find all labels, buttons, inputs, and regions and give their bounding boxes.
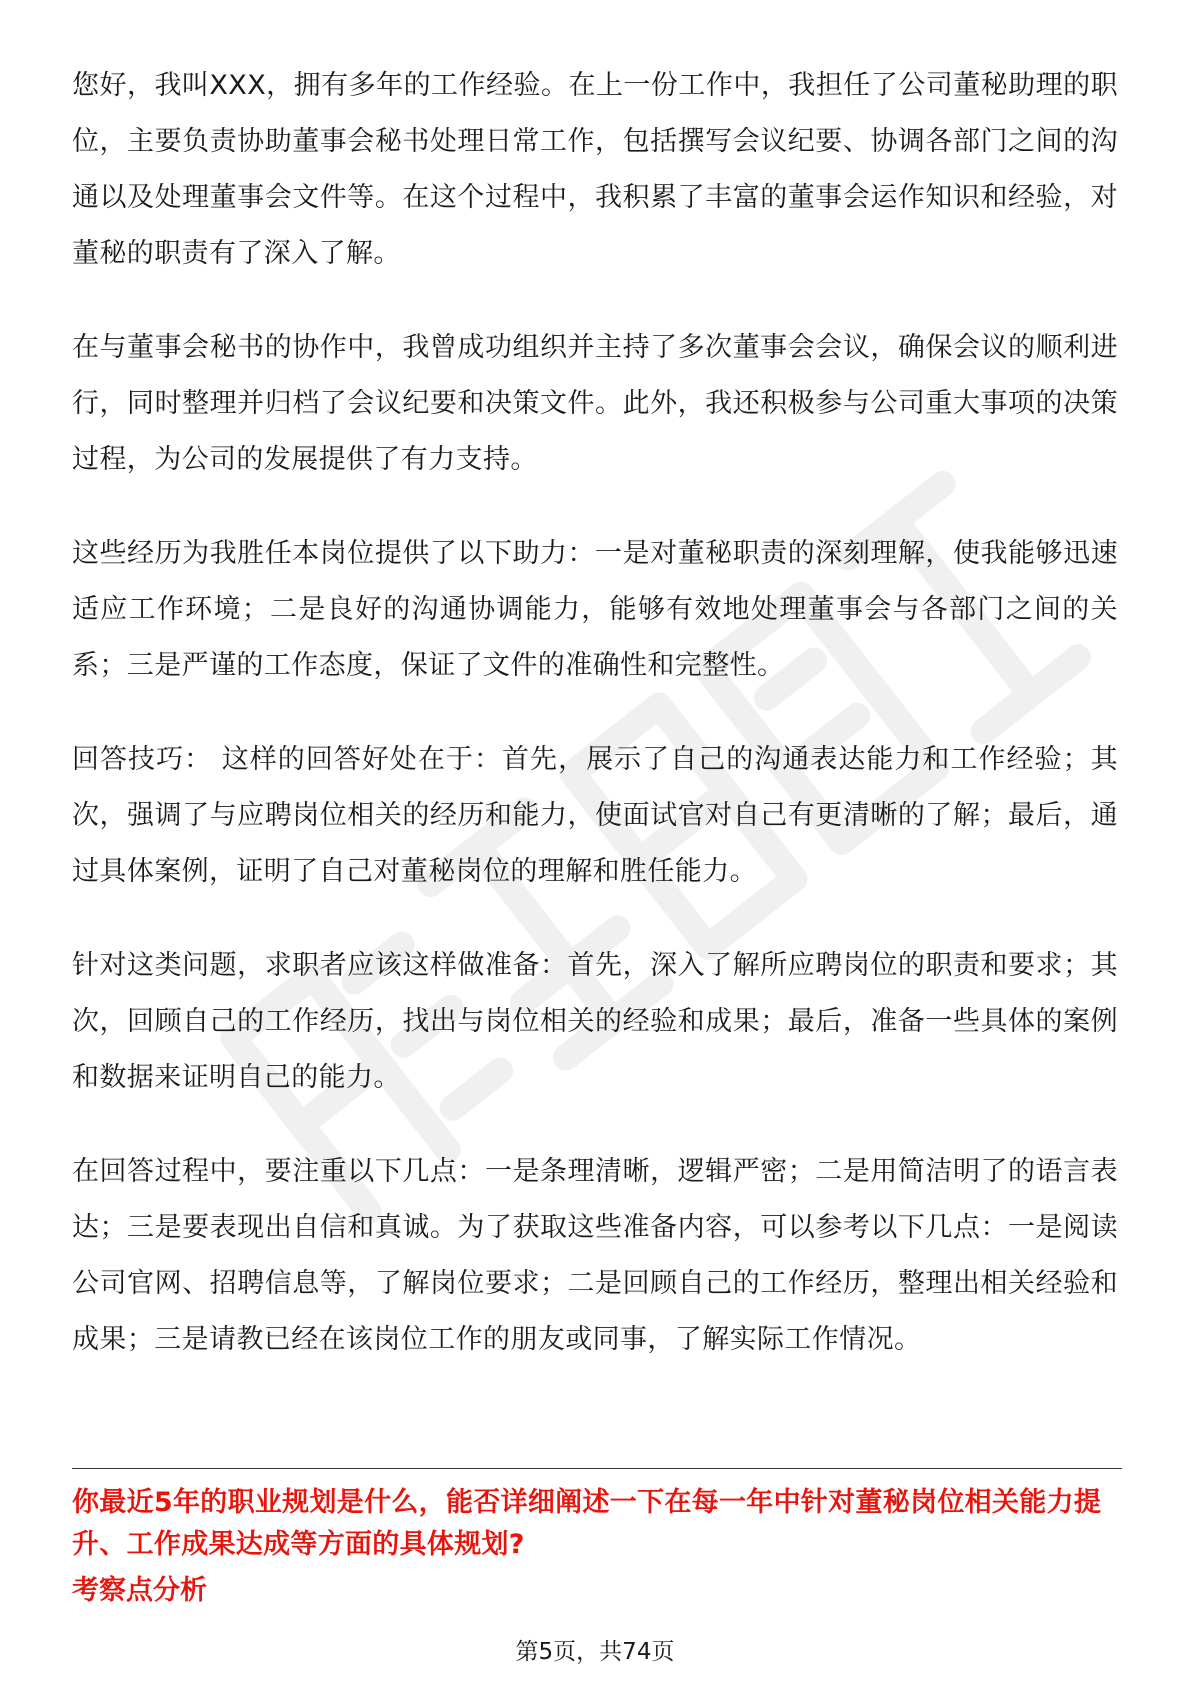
document-body (72, 58, 1118, 1406)
page-number-footer: 第5页，共74页 (515, 1639, 675, 1665)
section-label-analysis: 考察点分析 (72, 1575, 207, 1606)
body-paragraph-4: 回答技巧： 这样的回答好处在于：首先，展示了自己的沟通表达能力和工作经验；其次，强调了与应聘岗位相关的经历和能力，使面试官对自己有更清晰的了解；最后，通过具体案例，证明了自己对董秘岗位的理解和胜任能力。 (72, 744, 1118, 887)
body-paragraph-3: 这些经历为我胜任本岗位提供了以下助力：一是对董秘职责的深刻理解，使我能够迅速适应工作环境；二是良好的沟通协调能力，能够有效地处理董事会与各部门之间的关系；三是严谨的工作态度，保证了文件的准确性和完整性。 (72, 538, 1118, 681)
body-paragraph-2: 在与董事会秘书的协作中，我曾成功组织并主持了多次董事会会议，确保会议的顺利进行，同时整理并归档了会议纪要和决策文件。此外，我还积极参与公司重大事项的决策过程，为公司的发展提供了有力支持。 (72, 332, 1118, 475)
body-paragraph-1: 您好，我叫XXX，拥有多年的工作经验。在上一份工作中，我担任了公司董秘助理的职位，主要负责协助董事会秘书处理日常工作，包括撰写会议纪要、协调各部门之间的沟通以及处理董事会文件等。在这个过程中，我积累了丰富的董事会运作知识和经验，对董秘的职责有了深入了解。 (72, 70, 1118, 269)
body-paragraph-6: 在回答过程中，要注重以下几点：一是条理清晰，逻辑严密；二是用简洁明了的语言表达；三是要表现出自信和真诚。为了获取这些准备内容，可以参考以下几点：一是阅读公司官网、招聘信息等，了解岗位要求；二是回顾自己的工作经历，整理出相关经验和成果；三是请教已经在该岗位工作的朋友或同事，了解实际工作情况。 (72, 1156, 1118, 1355)
interview-question: 你最近5年的职业规划是什么，能否详细阐述一下在每一年中针对董秘岗位相关能力提升、工作成果达成等方面的具体规划? (72, 1487, 1102, 1560)
section-divider (72, 1468, 1122, 1469)
body-paragraph-5: 针对这类问题，求职者应该这样做准备：首先，深入了解所应聘岗位的职责和要求；其次，回顾自己的工作经历，找出与岗位相关的经验和成果；最后，准备一些具体的案例和数据来证明自己的能力。 (72, 950, 1118, 1093)
